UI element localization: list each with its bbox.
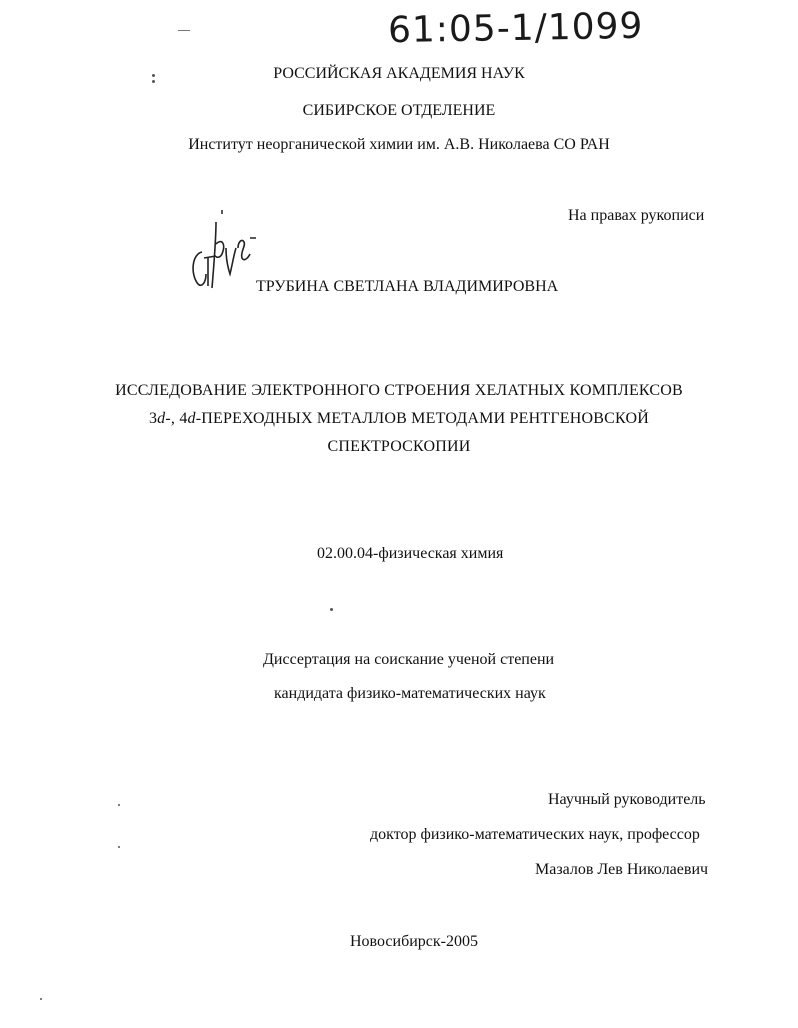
title-num-4: 4 bbox=[179, 410, 188, 427]
academy-name: РОССИЙСКАЯ АКАДЕМИЯ НАУК bbox=[273, 65, 525, 82]
supervisor-rank: доктор физико-математических наук, профессор bbox=[370, 826, 700, 843]
scan-speck bbox=[330, 608, 333, 611]
city-year: Новосибирск-2005 bbox=[350, 933, 478, 950]
branch-name: СИБИРСКОЕ ОТДЕЛЕНИЕ bbox=[302, 102, 496, 119]
title-line-3: СПЕКТРОСКОПИИ bbox=[327, 438, 471, 455]
supervisor-label: Научный руководитель bbox=[548, 791, 706, 808]
supervisor-name: Мазалов Лев Николаевич bbox=[535, 861, 709, 878]
title-d-italic: d bbox=[187, 410, 196, 427]
title-line-2-rest: -ПЕРЕХОДНЫХ МЕТАЛЛОВ МЕТОДАМИ РЕНТГЕНОВСКОЙ bbox=[195, 410, 650, 427]
author-signature bbox=[186, 208, 258, 294]
title-separator: -, bbox=[165, 410, 180, 427]
specialty: 02.00.04-физическая химия bbox=[317, 545, 504, 562]
archive-code: 61:05-1/1099 bbox=[387, 5, 644, 52]
scan-speck bbox=[40, 998, 42, 1000]
scan-mark bbox=[178, 30, 190, 31]
title-line-2 bbox=[0, 409, 798, 429]
degree-line-1: Диссертация на соискание ученой степени bbox=[263, 651, 555, 668]
title-num-3: 3 bbox=[148, 410, 158, 427]
manuscript-note: На правах рукописи bbox=[568, 207, 705, 224]
scan-speck bbox=[118, 804, 120, 806]
author-name: ТРУБИНА СВЕТЛАНА ВЛАДИМИРОВНА bbox=[256, 278, 559, 295]
title-line-1: ИССЛЕДОВАНИЕ ЭЛЕКТРОННОГО СТРОЕНИЯ ХЕЛАТНЫХ КОМПЛЕКСОВ bbox=[115, 382, 683, 399]
scan-speck bbox=[118, 846, 120, 848]
degree-line-2: кандидата физико-математических наук bbox=[274, 685, 546, 702]
title-d-italic: d bbox=[157, 410, 166, 427]
institute-name: Институт неорганической химии им. А.В. Николаева СО РАН bbox=[188, 136, 610, 153]
